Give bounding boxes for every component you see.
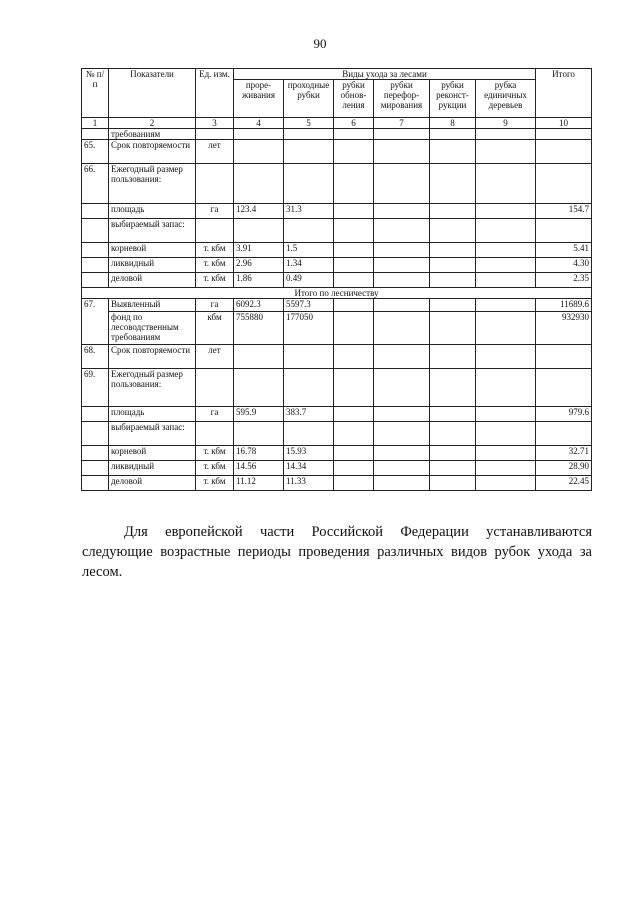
total-cell: 4.30 [536,258,592,273]
total-cell: 932930 [536,312,592,345]
col-number: 1 [82,118,109,129]
row-label: площадь [109,407,196,422]
row-label: Срок повторяемости [109,140,196,164]
col-number: 2 [109,118,196,129]
table-row [82,299,592,312]
row-unit: лет [196,140,234,164]
table-row [82,273,592,288]
table-row [82,129,592,140]
row-unit: т. кбм [196,461,234,476]
value-cell: 177050 [284,312,334,345]
header-reformation-cutting: рубки перефор- мирования [374,80,430,118]
total-cell: 154.7 [536,204,592,219]
row-number: 68. [82,345,109,369]
row-unit: га [196,299,234,312]
value-cell: 6092.3 [234,299,284,312]
value-cell: 3.91 [234,243,284,258]
row-unit: т. кбм [196,258,234,273]
value-cell: 0.49 [284,273,334,288]
row-label: Ежегодный размер пользования: [109,164,196,204]
header-single-tree-cutting: рубка единичных деревьев [476,80,536,118]
value-cell: 595.9 [234,407,284,422]
value-cell: 383.7 [284,407,334,422]
total-cell: 11689.6 [536,299,592,312]
row-label: деловой [109,476,196,491]
row-number: 66. [82,164,109,204]
table-row [82,204,592,219]
table-row [82,476,592,491]
col-number: 7 [374,118,430,129]
col-number: 6 [334,118,374,129]
row-label: требованиям [109,129,196,140]
row-unit: лет [196,345,234,369]
row-unit: га [196,407,234,422]
total-cell: 5.41 [536,243,592,258]
header-unit: Ед. изм. [196,69,234,118]
header-reconstruction-cutting: рубки реконст- рукции [430,80,476,118]
row-label: выбираемый запас: [109,219,196,243]
row-unit: т. кбм [196,476,234,491]
value-cell: 123.4 [234,204,284,219]
value-cell: 2.96 [234,258,284,273]
table-row [82,345,592,369]
total-cell: 2.35 [536,273,592,288]
row-label: корневой [109,243,196,258]
col-number: 10 [536,118,592,129]
table-row [82,369,592,407]
table-row [82,258,592,273]
header-thinning: проре- живания [234,80,284,118]
page-number: 90 [313,36,327,51]
table-row [82,164,592,204]
row-unit: кбм [196,312,234,345]
col-number: 4 [234,118,284,129]
row-label: выбираемый запас: [109,422,196,446]
row-unit: га [196,204,234,219]
row-label: ликвидный [109,461,196,476]
row-label: деловой [109,273,196,288]
value-cell: 5597.3 [284,299,334,312]
value-cell: 1.5 [284,243,334,258]
row-unit: т. кбм [196,273,234,288]
value-cell: 1.86 [234,273,284,288]
row-label: площадь [109,204,196,219]
total-cell: 22.45 [536,476,592,491]
value-cell: 14.34 [284,461,334,476]
value-cell: 11.33 [284,476,334,491]
value-cell: 1.34 [284,258,334,273]
body-paragraph: Для европейской части Российской Федерации устанавливаются следующие возрастные периоды проведения различных видов рубок ухода за лесом. [82,524,592,580]
header-care-types: Виды ухода за лесами [234,69,536,80]
total-cell: 979.6 [536,407,592,422]
value-cell: 755880 [234,312,284,345]
table-row [82,461,592,476]
value-cell: 16.78 [234,446,284,461]
row-label: корневой [109,446,196,461]
header-renewal-cutting: рубки обнов- ления [334,80,374,118]
total-cell: 28.90 [536,461,592,476]
table-row [82,140,592,164]
row-label: Срок повторяемости [109,345,196,369]
table-row [82,219,592,243]
table-row [82,446,592,461]
header-no: № п/п [82,69,109,118]
row-label: фонд по лесоводственным требованиям [109,312,196,345]
row-label: ликвидный [109,258,196,273]
col-number: 8 [430,118,476,129]
value-cell: 11.12 [234,476,284,491]
row-unit: т. кбм [196,446,234,461]
row-number: 67. [82,299,109,345]
table-row [82,407,592,422]
value-cell: 15.93 [284,446,334,461]
row-number: 65. [82,140,109,164]
table-row [82,422,592,446]
row-unit: т. кбм [196,243,234,258]
col-number: 5 [284,118,334,129]
row-number: 69. [82,369,109,407]
section-heading: Итого по лесничеству [82,288,592,299]
col-number: 9 [476,118,536,129]
value-cell: 14.56 [234,461,284,476]
value-cell: 31.3 [284,204,334,219]
header-indicators: Показатели [109,69,196,118]
table-row [82,288,592,299]
col-number: 3 [196,118,234,129]
row-label: Ежегодный размер пользования: [109,369,196,407]
table-row [82,312,592,345]
row-label: Выявленный [109,299,196,312]
total-cell: 32.71 [536,446,592,461]
header-passage-cutting: проходные рубки [284,80,334,118]
header-total: Итого [536,69,592,118]
forest-care-table [81,68,592,491]
table-row [82,243,592,258]
